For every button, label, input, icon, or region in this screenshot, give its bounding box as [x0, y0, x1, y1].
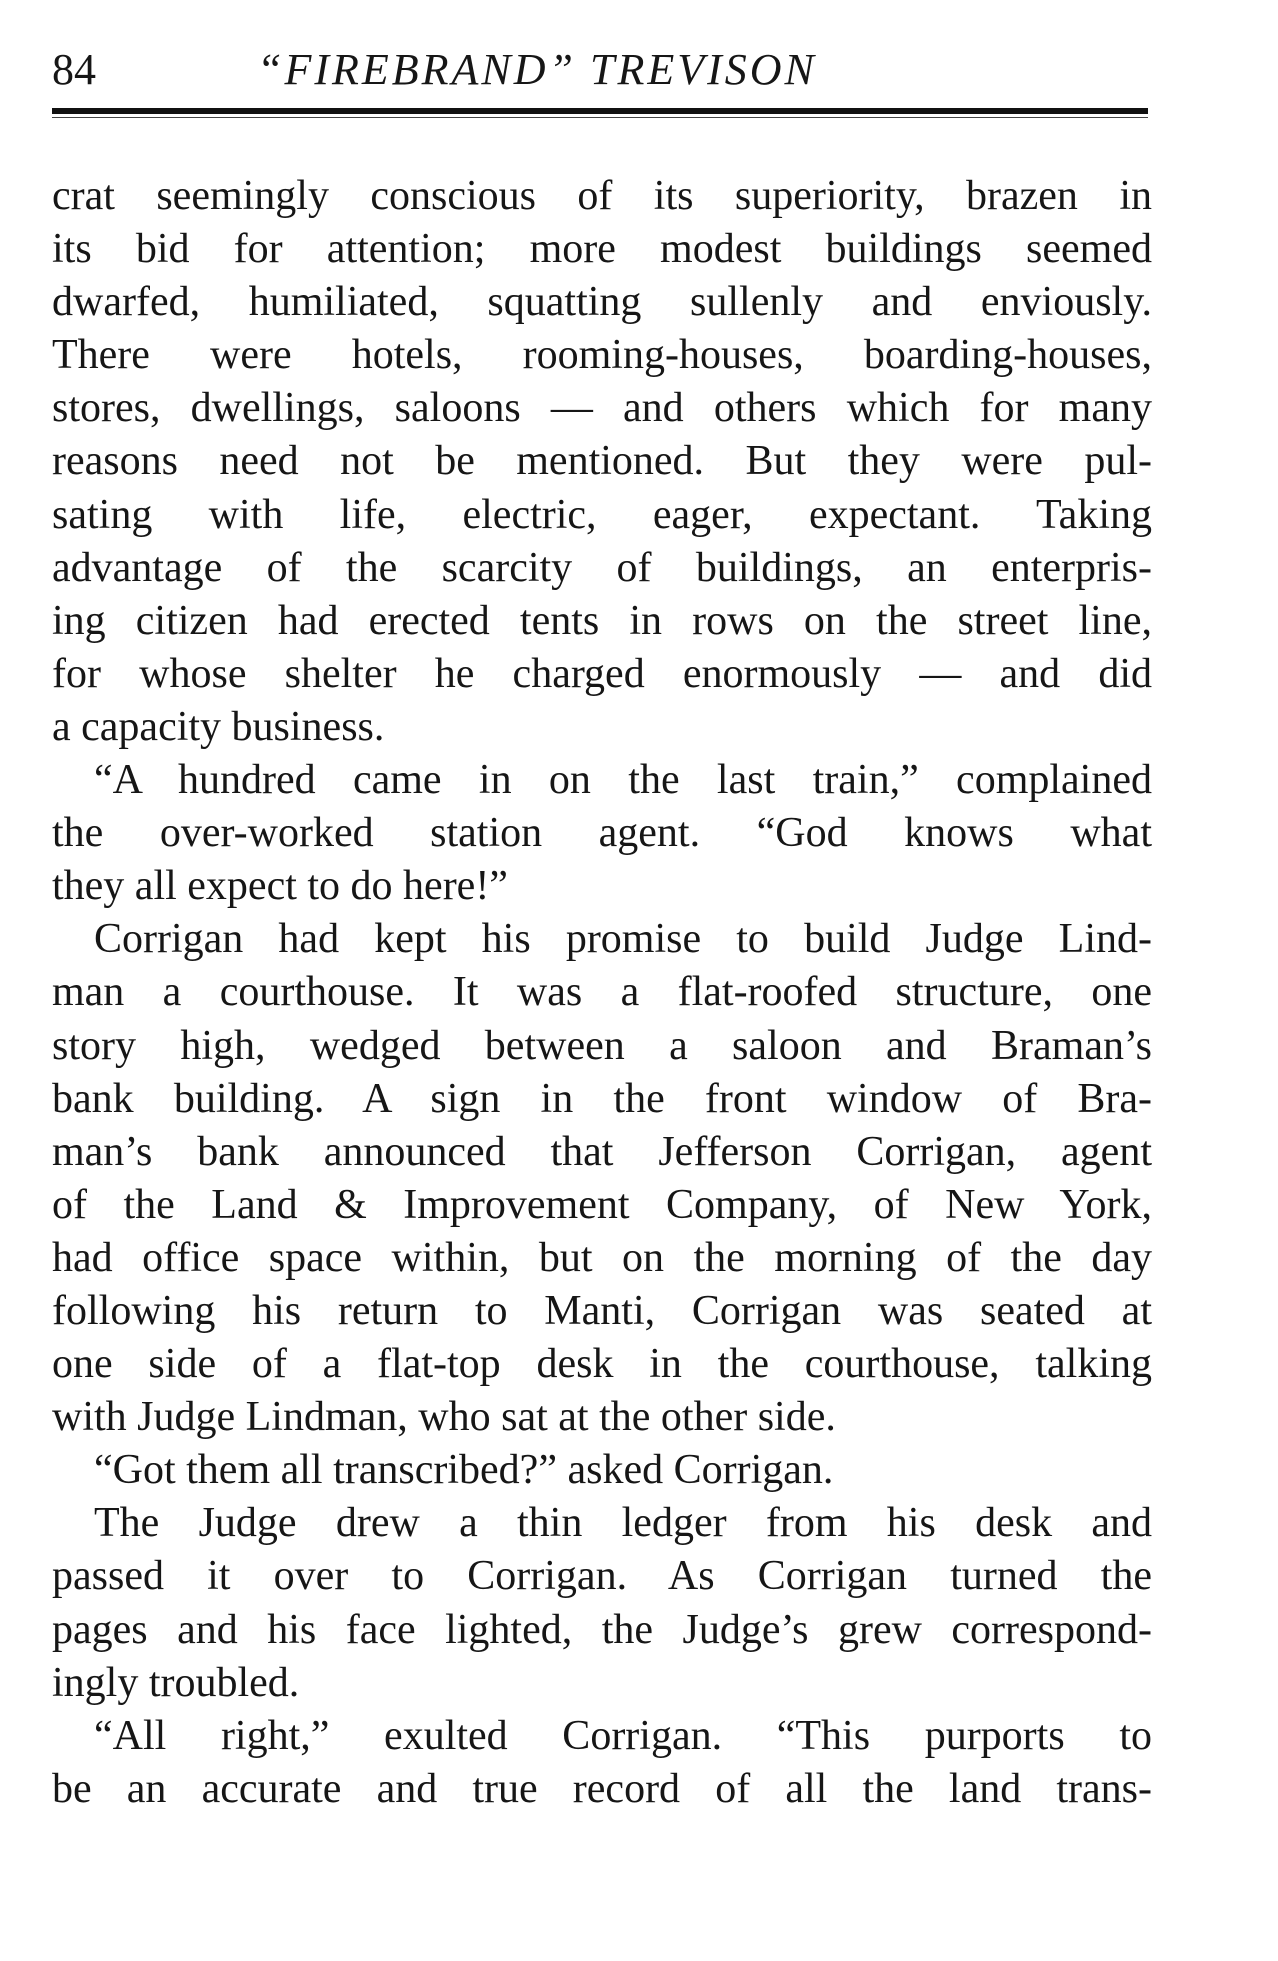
text-line: “All right,” exulted Corrigan. “This purports to: [94, 1712, 1152, 1759]
text-line: had office space within, but on the morning of the day: [52, 1234, 1152, 1281]
text-line: The Judge drew a thin ledger from his desk and: [94, 1500, 1152, 1547]
text-line: “Got them all transcribed?” asked Corrigan.: [94, 1447, 834, 1494]
text-line: Corrigan had kept his promise to build Judge Lind-: [94, 916, 1152, 963]
header-rule: [52, 108, 1148, 114]
page-number: 84: [52, 45, 96, 94]
text-line: a capacity business.: [52, 703, 385, 750]
text-line: with Judge Lindman, who sat at the other side.: [52, 1394, 836, 1441]
text-line: man a courthouse. It was a flat-roofed structure, one: [52, 969, 1152, 1016]
text-line: one side of a flat-top desk in the courthouse, talking: [52, 1341, 1152, 1388]
text-line: advantage of the scarcity of buildings, an enterpris-: [52, 544, 1152, 591]
text-line: “A hundred came in on the last train,” complained: [94, 757, 1152, 804]
text-line: dwarfed, humiliated, squatting sullenly and enviously.: [52, 279, 1152, 326]
text-line: stores, dwellings, saloons — and others which for many: [52, 385, 1152, 432]
text-line: bank building. A sign in the front window of Bra-: [52, 1075, 1152, 1122]
text-line: be an accurate and true record of all the land trans-: [52, 1765, 1152, 1812]
text-line: ingly troubled.: [52, 1659, 300, 1706]
text-line: sating with life, electric, eager, expectant. Taking: [52, 491, 1152, 538]
text-line: following his return to Manti, Corrigan was seated at: [52, 1287, 1152, 1334]
text-line: for whose shelter he charged enormously — and did: [52, 650, 1152, 697]
text-line: passed it over to Corrigan. As Corrigan turned the: [52, 1553, 1152, 1600]
text-line: There were hotels, rooming-houses, boarding-houses,: [52, 332, 1152, 379]
body-text: [52, 170, 1152, 1816]
text-line: its bid for attention; more modest buildings seemed: [52, 226, 1152, 273]
text-line: story high, wedged between a saloon and Braman’s: [52, 1022, 1152, 1069]
text-line: crat seemingly conscious of its superiority, brazen in: [52, 173, 1152, 219]
text-line: ing citizen had erected tents in rows on the street line,: [52, 597, 1152, 644]
header-rule-thin: [52, 117, 1148, 118]
running-head: [52, 42, 1152, 102]
running-title: “FIREBRAND” TREVISON: [257, 45, 817, 94]
text-line: they all expect to do here!”: [52, 863, 508, 910]
text-line: pages and his face lighted, the Judge’s grew correspond-: [52, 1606, 1152, 1653]
text-line: the over-worked station agent. “God knows what: [52, 810, 1152, 857]
text-line: reasons need not be mentioned. But they were pul-: [52, 438, 1152, 485]
text-line: man’s bank announced that Jefferson Corrigan, agent: [52, 1128, 1152, 1175]
text-line: of the Land & Improvement Company, of New York,: [52, 1181, 1152, 1228]
